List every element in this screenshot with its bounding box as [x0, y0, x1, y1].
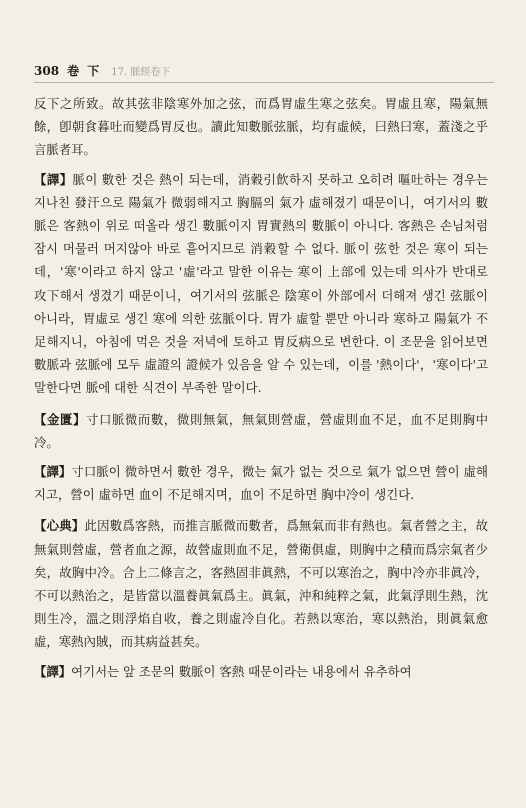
section-tag: 【譯】 — [34, 464, 72, 480]
paragraph-text: 此因數爲客熱，而推言脈微而數者，爲無氣而非有熱也。氣者營之主，故無氣則營虛，營者血之源，故營虛則血不足，營衛俱虛，則胸中之積而爲宗氣者少矣，故胸中冷。合上二條言之，客熱固非眞熱，不可以寒治之，胸中冷亦非眞冷，不可以熱治之，是皆當以溫養眞氣爲主。眞氣，沖和純粹之氣，此氣浮則生熱，沈則生冷，溫之則浮焰自收，養之則虛冷自化。若熱以寒治，寒以熱治，則眞氣愈虛，寒熱內賊，而其病益甚矣。 — [34, 518, 489, 650]
paragraph-text: 寸口脈이 微하면서 數한 경우，微는 氣가 없는 것으로 氣가 없으면 營이 虛해지고，營이 虛하면 血이 不足해지며，血이 不足하면 胸中冷이 생긴다. — [34, 464, 489, 503]
volume-label: 卷 下 — [67, 64, 102, 78]
paragraph-text: 脈이 數한 것은 熱이 되는데，消穀引飮하지 못하고 오히려 嘔吐하는 경우는 지나친 發汗으로 陽氣가 微弱해지고 胸膈의 氣가 虛해졌기 때문이니，여기서의 數脈은 客熱이 위로 떠올라 생긴 數脈이지 胃實熱의 數脈이 아니다. 客熱은 손님처럼 잠시 머물러 머지않아 바로 흩어지므로 消穀할 수 없다. 脈이 弦한 것은 寒이 되는데，'寒'이라고 하지 않고 '虛'라고 말한 이유는 寒이 上部에 있는데 의사가 반대로 攻下해서 생겼기 때문이니，여기서의 弦脈은 陰寒이 外部에서 더해져 생긴 弦脈이 아니라，胃虛로 생긴 寒에 의한 弦脈이다. 胃가 虛할 뿐만 아니라 寒하고 陽氣가 不足해지니，아침에 먹은 것을 저녁에 토하고 胃反病으로 변한다. 이 조문을 읽어보면 數脈과 弦脈에 모두 虛證의 證候가 있음을 알 수 있는데，이를 '熱이다'，'寒이다'고 말한다면 脈에 대한 식견이 부족한 말이다. — [34, 171, 488, 396]
header-rule — [34, 82, 494, 83]
page-header — [34, 62, 494, 82]
paragraph-translation — [34, 460, 488, 506]
section-tag: 【金匱】 — [34, 411, 86, 427]
paragraph-text: 여기서는 앞 조문의 數脈이 客熱 때문이라는 내용에서 유추하여 — [71, 663, 412, 679]
page-number: 308 — [34, 64, 60, 78]
paragraph-original-continued — [34, 92, 488, 162]
paragraph-translation — [34, 168, 488, 400]
paragraph-text: 寸口脈微而數，微則無氣，無氣則營虛，營虛則血不足，血不足則胸中冷。 — [34, 411, 489, 450]
paragraph-jingui — [34, 408, 488, 454]
section-tag: 【譯】 — [34, 171, 73, 187]
paragraph-xindian — [34, 514, 488, 653]
paragraph-translation — [34, 660, 488, 683]
paragraph-text: 反下之所致。故其弦非陰寒外加之弦，而爲胃虛生寒之弦矣。胃虛且寒，陽氣無餘，卽朝食暮吐而變爲胃反也。讀此知數脈弦脈，均有虛候，曰熱曰寒，蓋淺之乎言脈者耳。 — [34, 96, 488, 158]
page-body — [34, 92, 488, 689]
running-title: 17. 脈經卷下 — [111, 67, 171, 78]
section-tag: 【譯】 — [34, 663, 72, 679]
section-tag: 【心典】 — [34, 518, 85, 534]
